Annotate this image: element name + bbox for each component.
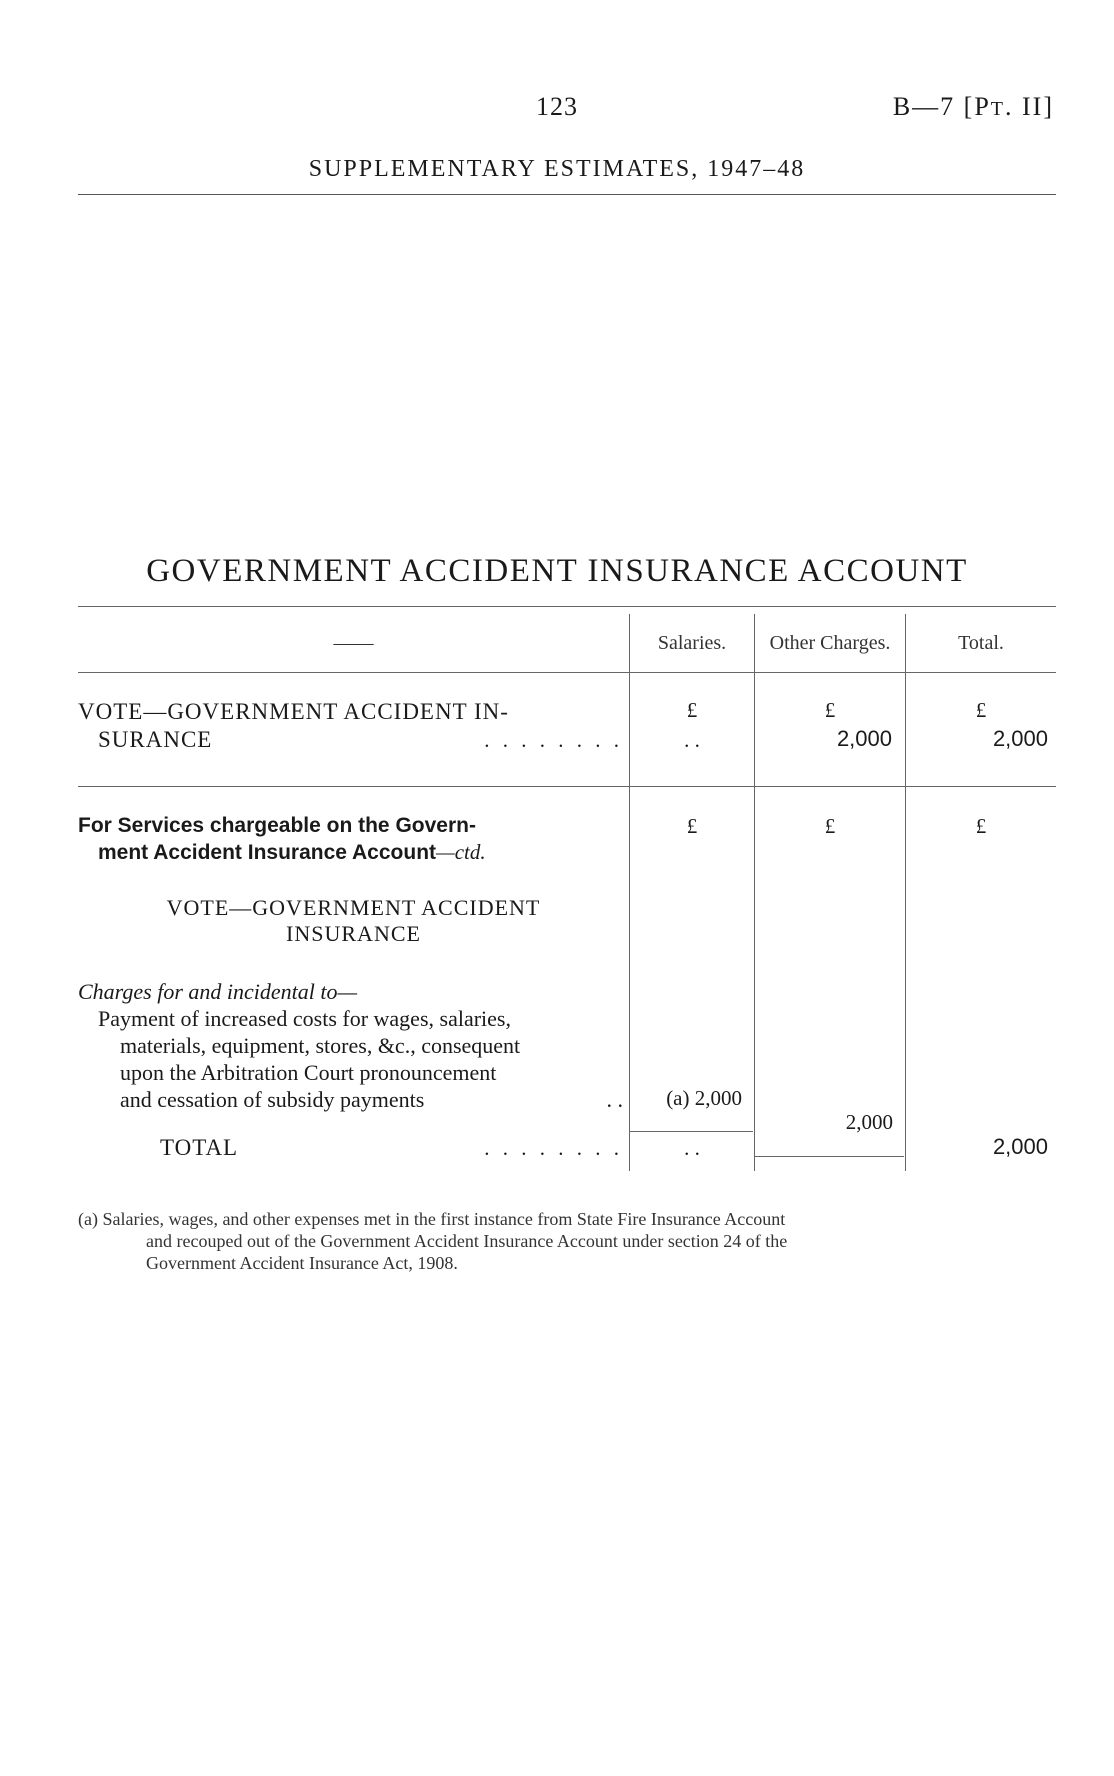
column-header-other-charges: Other Charges.	[769, 632, 891, 654]
salaries-subtotal-rule	[629, 1131, 753, 1132]
other-charges-subtotal-rule	[754, 1156, 904, 1157]
section-heading-suffix: —ctd.	[436, 840, 486, 864]
table-top-rule	[78, 606, 1056, 607]
footnote-line1: (a) Salaries, wages, and other expenses met in the first instance from State Fire Insurance Account	[78, 1209, 786, 1229]
document-title: GOVERNMENT ACCIDENT INSURANCE ACCOUNT	[146, 553, 968, 589]
running-head: SUPPLEMENTARY ESTIMATES, 1947–48	[308, 156, 806, 182]
summary-label-line1: VOTE—GOVERNMENT ACCIDENT IN-	[78, 699, 509, 724]
total-leader-dots: . . . . . . . .	[484, 1136, 623, 1160]
summary-other-charges-value: 2,000	[836, 726, 892, 751]
summary-other-currency: £	[824, 698, 836, 722]
summary-bottom-rule	[78, 786, 1056, 787]
page-ref-end: . II]	[1005, 92, 1054, 121]
page-ref-main: B—7 [P	[892, 92, 991, 121]
page-ref-small: T	[990, 98, 1006, 120]
summary-label-line2: SURANCE	[98, 727, 213, 752]
total-salaries-value: . .	[684, 1136, 700, 1160]
item-other-charges-value: 2,000	[845, 1110, 893, 1134]
vote-heading-line1: VOTE—GOVERNMENT ACCIDENT	[166, 895, 541, 920]
footnote-line2: and recouped out of the Government Accident Insurance Account under section 24 of the	[146, 1231, 788, 1251]
summary-salaries-currency: £	[686, 698, 698, 722]
item-line4: and cessation of subsidy payments	[120, 1087, 425, 1112]
footnote	[78, 1208, 1058, 1274]
column-header-salaries: Salaries.	[657, 632, 727, 654]
charges-intro: Charges for and incidental to—	[78, 979, 358, 1004]
column-header-total: Total.	[958, 632, 1004, 654]
section-heading-text: ment Accident Insurance Account	[98, 841, 437, 864]
page-reference	[893, 92, 1054, 122]
estimates-table	[78, 606, 1056, 1171]
summary-total-value: 2,000	[992, 726, 1048, 751]
section-heading-line1: For Services chargeable on the Govern-	[78, 814, 476, 837]
item-leader-dots: . .	[606, 1087, 623, 1112]
footnote-line3: Government Accident Insurance Act, 1908.	[146, 1253, 458, 1273]
item-line2: materials, equipment, stores, &c., consequent	[120, 1033, 521, 1058]
summary-salaries-value: . .	[684, 728, 700, 752]
total-label: TOTAL	[160, 1135, 239, 1160]
detail-salaries-currency: £	[686, 814, 698, 838]
header-bottom-rule	[78, 672, 1056, 673]
vote-heading-line2: INSURANCE	[286, 921, 421, 946]
total-total-value: 2,000	[992, 1134, 1048, 1159]
item-line3: upon the Arbitration Court pronouncement	[120, 1060, 497, 1085]
item-line1: Payment of increased costs for wages, salaries,	[98, 1006, 511, 1031]
summary-leader-dots: . . . . . . . .	[484, 728, 623, 752]
section-heading-line2	[98, 838, 486, 867]
detail-total-currency: £	[975, 814, 987, 838]
column-header-description: ——	[333, 632, 374, 654]
item-salaries-value: (a) 2,000	[666, 1086, 742, 1110]
page-number: 123	[536, 92, 578, 121]
summary-total-currency: £	[975, 698, 987, 722]
header-rule	[78, 194, 1056, 195]
detail-other-currency: £	[824, 814, 836, 838]
